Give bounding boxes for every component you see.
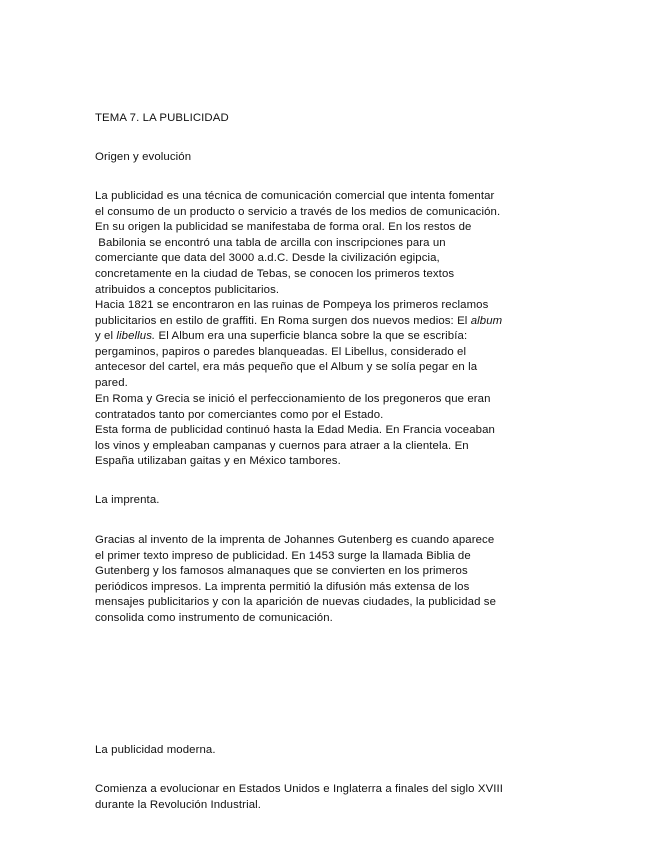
title-text: TEMA 7. LA PUBLICIDAD [95, 112, 229, 124]
text-line: Gracias al invento de la imprenta de Johannes Gutenberg es cuando aparece [95, 534, 495, 546]
text-line: contratados tanto por comerciantes como por el Estado. [95, 408, 384, 421]
text-line: pergaminos, papiros o paredes blanqueadas. El Libellus, considerado el [95, 345, 467, 358]
text-line: En Roma y Grecia se inició el perfeccionamiento de los pregoneros que eran [95, 393, 491, 405]
paragraph-moderna [95, 782, 570, 813]
text-line: mensajes publicitarios y con la aparición de nuevas ciudades, la publicidad se [95, 596, 497, 609]
section-heading-origin [95, 150, 570, 166]
text-line: Esta forma de publicidad continuó hasta la Edad Media. En Francia voceaban [95, 424, 495, 436]
text-line: Comienza a evolucionar en Estados Unidos e Inglaterra a finales del siglo XVIII [95, 783, 504, 795]
text-line: periódicos impresos. La imprenta permitió la difusión más extensa de los [95, 580, 470, 593]
paragraph-pregoneros [95, 392, 570, 423]
text-line: el consumo de un producto o servicio a través de los medios de comunicación. [95, 205, 501, 218]
page-title [95, 111, 570, 127]
heading-text: La imprenta. [95, 494, 160, 506]
text-fragment: publicitarios en estilo de graffiti. En Roma surgen dos nuevos medios: El [95, 314, 471, 327]
italic-term-libellus: libellus. [116, 330, 156, 343]
text-line: atribuidos a conceptos publicitarios. [95, 283, 280, 296]
text-line: comerciante que data del 3000 a.d.C. Desde la civilización egipcia, [95, 252, 440, 265]
paragraph-origin-intro [95, 189, 570, 298]
paragraph-edad-media [95, 423, 570, 470]
text-line: durante la Revolución Industrial. [95, 798, 262, 811]
text-line: consolida como instrumento de comunicación. [95, 611, 333, 624]
text-line [95, 314, 570, 330]
text-line: pared. [95, 376, 128, 389]
text-fragment: El Album era una superficie blanca sobre la que se escribía: [155, 330, 468, 343]
text-line: el primer texto impreso de publicidad. En 1453 surge la llamada Biblia de [95, 549, 471, 562]
heading-text: Origen y evolución [95, 151, 192, 163]
text-line: La publicidad es una técnica de comunicación comercial que intenta fomentar [95, 190, 495, 202]
heading-text: La publicidad moderna. [95, 744, 216, 756]
section-heading-press [95, 493, 570, 509]
text-line: antecesor del cartel, era más pequeño que el Album y se solía pegar en la [95, 361, 478, 374]
text-line: Hacia 1821 se encontraron en las ruinas de Pompeya los primeros reclamos [95, 299, 489, 311]
paragraph-imprenta [95, 533, 570, 627]
paragraph-pompeya [95, 298, 570, 392]
text-line: España utilizaban gaitas y en México tambores. [95, 455, 341, 468]
text-line: En su origen la publicidad se manifestaba de forma oral. En los restos de [95, 221, 472, 234]
text-line [95, 329, 570, 345]
text-line: concretamente en la ciudad de Tebas, se conocen los primeros textos [95, 267, 455, 280]
text-line: Gutenberg y los famosos almanaques que se convierten en los primeros [95, 565, 468, 578]
text-line: los vinos y empleaban campanas y cuernos para atraer a la clientela. En [95, 439, 469, 452]
section-heading-modern [95, 743, 570, 759]
text-line: Babilonia se encontró una tabla de arcilla con inscripciones para un [95, 236, 446, 249]
text-fragment: y el [95, 330, 117, 343]
italic-term-album: album [470, 314, 503, 327]
